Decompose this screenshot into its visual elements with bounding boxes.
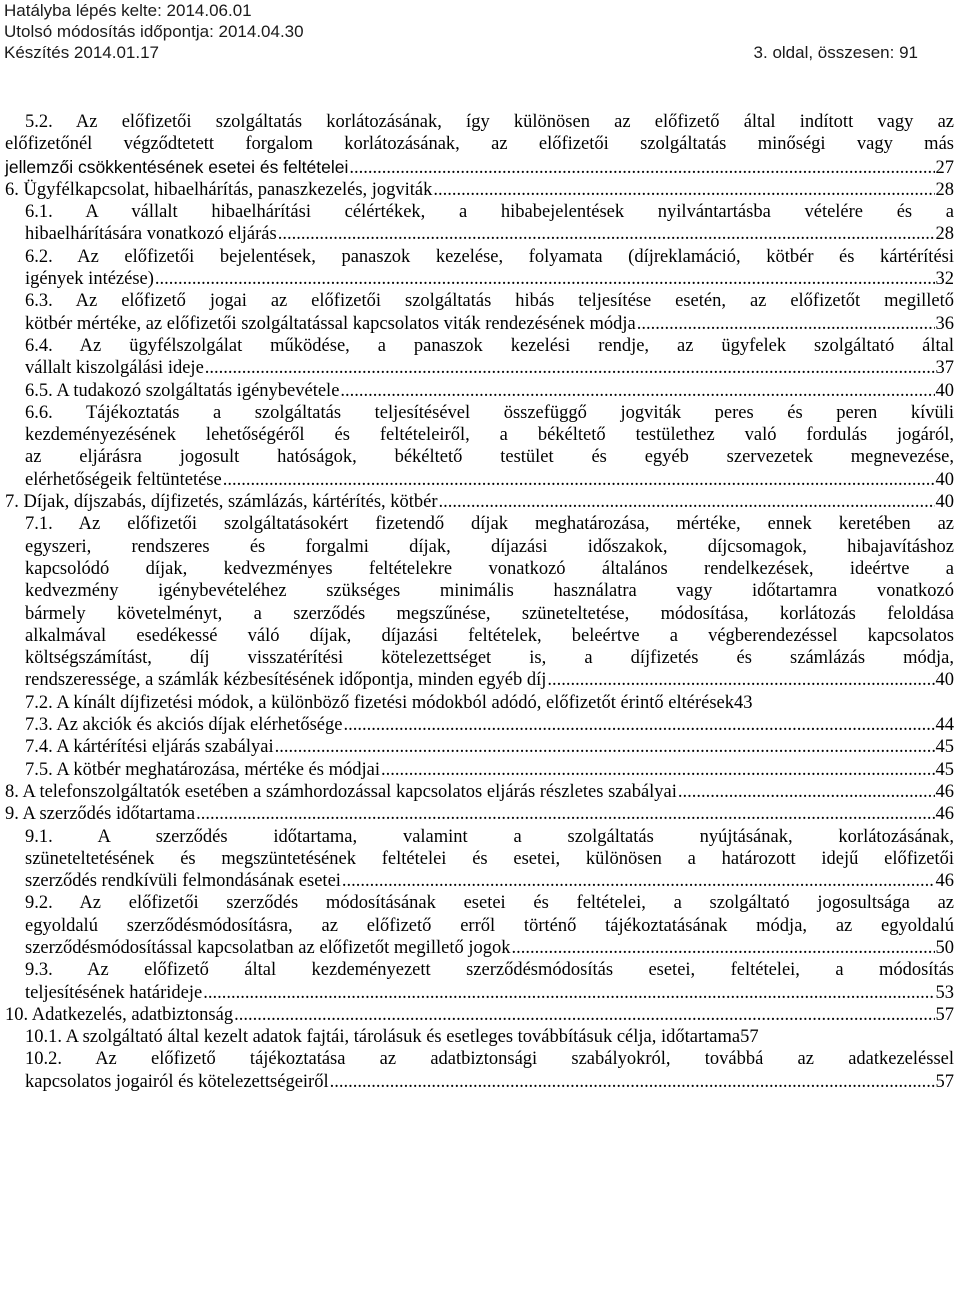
- toc-page-number: 45: [935, 759, 954, 780]
- toc-entry-text: egyoldalú szerződésmódosításra, az előfizető erről történő tájékoztatásának módja, az egyoldalú: [25, 915, 954, 936]
- toc-entry-text: 5.2. Az előfizetői szolgáltatás korlátozásának, így különösen az előfizető által indított vagy az: [25, 112, 954, 132]
- table-of-contents: [0, 111, 954, 1093]
- toc-entry-7-1[interactable]: [0, 513, 954, 691]
- toc-entry-text: szerződés rendkívüli felmondásának esetei: [25, 871, 341, 892]
- toc-leader-dots: [223, 469, 935, 491]
- toc-entry-text: előfizetőnél végződtetett forgalom korlátozásának, az előfizetői szolgáltatás minőségi vagy más: [5, 134, 954, 155]
- toc-entry-text: igények intézése): [25, 269, 154, 290]
- toc-entry-text: 7. Díjak, díjszabás, díjfizetés, számlázás, kártérítés, kötbér: [5, 492, 438, 513]
- page-counter: 3. oldal, összesen: 91: [753, 43, 918, 62]
- toc-entry-text: vállalt kiszolgálási ideje: [25, 358, 204, 379]
- toc-leader-dots: [511, 937, 934, 959]
- toc-leader-dots: [343, 714, 934, 736]
- toc-entry-6-3[interactable]: [0, 290, 954, 335]
- toc-entry-6-6[interactable]: [0, 402, 954, 491]
- toc-page-number: 37: [935, 358, 954, 379]
- toc-page-number: 32: [935, 269, 954, 290]
- toc-leader-dots: [234, 1004, 934, 1026]
- toc-entry-text: 8. A telefonszolgáltatók esetében a számhordozással kapcsolatos eljárás részletes szabályai: [5, 781, 677, 802]
- toc-entry-text: 10.1. A szolgáltató által kezelt adatok fajtái, tárolásuk és esetleges továbbításuk célja, időtartama: [25, 1027, 741, 1048]
- toc-entry-text: alkalmával esedékessé váló díjak, díjazási feltételek, beleértve a végberendezéssel kapcsolatos: [25, 625, 954, 646]
- toc-entry-text: 9.3. Az előfizető által kezdeményezett szerződésmódosítás esetei, feltételei, a módosítás: [25, 960, 954, 981]
- toc-entry-text: 9.1. A szerződés időtartama, valamint a szolgáltatás nyújtásának, korlátozásának,: [25, 826, 954, 847]
- toc-entry-text: 9.2. Az előfizetői szerződés módosításának esetei és feltételei, a szolgáltató jogosultsága az: [25, 893, 954, 914]
- toc-entry-text: egyszeri, rendszeres és forgalmi díjak, díjazási időszakok, díjcsomagok, hibajavításhoz: [25, 536, 954, 557]
- effective-date: Hatályba lépés kelte: 2014.06.01: [4, 1, 252, 20]
- toc-page-number: 44: [935, 715, 954, 736]
- toc-page-number: 46: [935, 781, 954, 802]
- toc-entry-text: 6.2. Az előfizetői bejelentések, panaszok kezelése, folyamata (díjreklamáció, kötbér és kártérítési: [25, 246, 954, 267]
- toc-entry-text: 6.3. Az előfizető jogai az előfizetői szolgáltatás hibás teljesítése esetén, az előfizetőt megillető: [25, 291, 954, 312]
- toc-entry-6[interactable]: [0, 179, 954, 201]
- toc-entry-text: 7.4. A kártérítési eljárás szabályai: [25, 737, 274, 758]
- toc-leader-dots: [196, 803, 934, 825]
- toc-entry-text: 9. A szerződés időtartama: [5, 804, 196, 825]
- toc-leader-dots: [678, 781, 935, 803]
- toc-entry-text: 10.2. Az előfizető tájékoztatása az adatbiztonsági szabályokról, továbbá az adatkezeléssel: [25, 1049, 954, 1070]
- toc-entry-9-1[interactable]: [0, 826, 954, 893]
- toc-entry-text: bármely követelményt, a szerződés megszűnése, szüneteltetése, módosítása, korlátozás feloldása: [25, 603, 954, 624]
- toc-entry-text: hibaelhárítására vonatkozó eljárás: [25, 224, 277, 245]
- toc-entry-5-2[interactable]: [0, 111, 954, 179]
- toc-entry-text: 6.4. Az ügyfélszolgálat működése, a panaszok kezelési rendje, az ügyfelek szolgáltató által: [25, 335, 954, 356]
- toc-leader-dots: [155, 268, 935, 290]
- toc-entry-text: rendszeressége, a számlák kézbesítésének időpontja, minden egyéb díj: [25, 670, 547, 691]
- toc-entry-7[interactable]: [0, 491, 954, 513]
- toc-page-number: 40: [935, 492, 954, 513]
- toc-page-number: 57: [935, 1004, 954, 1025]
- toc-entry-9[interactable]: [0, 803, 954, 825]
- toc-entry-6-4[interactable]: [0, 335, 954, 380]
- toc-entry-6-5[interactable]: [0, 380, 954, 402]
- toc-entry-7-2[interactable]: [0, 692, 954, 714]
- toc-entry-text: 6. Ügyfélkapcsolat, hibaelhárítás, panaszkezelés, jogviták: [5, 179, 433, 200]
- toc-page-number: 50: [935, 937, 954, 958]
- toc-entry-6-1[interactable]: [0, 201, 954, 246]
- toc-entry-text: 7.3. Az akciók és akciós díjak elérhetősége: [25, 715, 343, 736]
- toc-entry-9-2[interactable]: [0, 892, 954, 959]
- toc-entry-text: kapcsolódó díjak, kedvezményes feltételekre vonatkozó általános rendelkezések, ideértve a: [25, 558, 954, 579]
- toc-entry-text: költségszámítást, díj visszatérítési kötelezettséget is, a díjfizetés és számlázás módja,: [25, 648, 954, 669]
- toc-page-number: 45: [935, 737, 954, 758]
- toc-leader-dots: [637, 313, 935, 335]
- toc-leader-dots: [275, 736, 935, 758]
- toc-entry-text: szüneteltetésének és megszüntetésének feltételei és esetei, különösen a határozott idejű előfizetői: [25, 848, 954, 869]
- toc-entry-text: jellemzői csökkentésének esetei és feltételei: [5, 156, 349, 177]
- toc-entry-text: kezdeményezésének lehetőségéről és feltételeiről, a békéltető testülethez való fordulás jogáról,: [25, 425, 954, 446]
- toc-page-number: 40: [935, 469, 954, 490]
- toc-entry-text: szerződésmódosítással kapcsolatban az előfizetőt megillető jogok: [25, 937, 511, 958]
- toc-leader-dots: [349, 157, 934, 179]
- toc-entry-10-2[interactable]: [0, 1048, 954, 1093]
- toc-page-number: 53: [935, 982, 954, 1003]
- toc-entry-text: 6.5. A tudakozó szolgáltatás igénybevétele: [25, 380, 340, 401]
- toc-page-number: 43: [734, 692, 753, 713]
- toc-entry-text: 6.6. Tájékoztatás a szolgáltatás teljesítésével összefüggő jogviták peres és peren kívüli: [25, 402, 954, 423]
- toc-page-number: 57: [935, 1071, 954, 1092]
- toc-leader-dots: [381, 759, 935, 781]
- toc-entry-7-4[interactable]: [0, 736, 954, 758]
- toc-entry-text: teljesítésének határideje: [25, 982, 203, 1003]
- toc-page-number: 46: [935, 804, 954, 825]
- toc-leader-dots: [439, 491, 935, 513]
- toc-entry-8[interactable]: [0, 781, 954, 803]
- toc-entry-text: elérhetőségeik feltüntetése: [25, 469, 222, 490]
- toc-entry-10-1[interactable]: [0, 1026, 954, 1048]
- toc-entry-text: kedvezmény igénybevételéhez szükséges minimális használatra vagy időtartamra vonatkozó: [25, 581, 954, 602]
- toc-page-number: 46: [935, 871, 954, 892]
- toc-page-number: 40: [935, 380, 954, 401]
- toc-leader-dots: [547, 669, 934, 691]
- toc-page-number: 28: [935, 179, 954, 200]
- toc-leader-dots: [203, 982, 934, 1004]
- last-modified-date: Utolsó módosítás időpontja: 2014.04.30: [4, 22, 304, 41]
- page-header: [0, 0, 960, 63]
- toc-entry-text: kötbér mértéke, az előfizetői szolgáltatással kapcsolatos viták rendezésének módja: [25, 313, 636, 334]
- toc-entry-text: 10. Adatkezelés, adatbiztonság: [5, 1004, 234, 1025]
- toc-entry-9-3[interactable]: [0, 959, 954, 1004]
- toc-entry-text: az eljárásra jogosult hatóságok, békéltető testület és egyéb szervezetek megnevezése,: [25, 447, 954, 468]
- toc-entry-text: 7.5. A kötbér meghatározása, mértéke és módjai: [25, 759, 380, 780]
- toc-entry-text: 7.1. Az előfizetői szolgáltatásokért fizetendő díjak meghatározása, mértéke, ennek keretében az: [25, 514, 954, 535]
- toc-entry-text: 7.2. A kínált díjfizetési módok, a különböző fizetési módokból adódó, előfizetőt érintő eltérések: [25, 692, 734, 713]
- toc-entry-text: 6.1. A vállalt hibaelhárítási célértékek, a hibabejelentések nyilvántartásba vételére és a: [25, 202, 954, 223]
- toc-entry-text: kapcsolatos jogairól és kötelezettségeiről: [25, 1071, 329, 1092]
- toc-entry-7-3[interactable]: [0, 714, 954, 736]
- toc-leader-dots: [330, 1071, 935, 1093]
- toc-leader-dots: [205, 357, 935, 379]
- toc-page-number: 36: [935, 313, 954, 334]
- toc-leader-dots: [433, 179, 934, 201]
- toc-page-number: 40: [935, 670, 954, 691]
- toc-entry-10[interactable]: [0, 1004, 954, 1026]
- toc-leader-dots: [278, 223, 935, 245]
- toc-page-number: 57: [740, 1027, 759, 1048]
- toc-page-number: 28: [935, 224, 954, 245]
- toc-entry-7-5[interactable]: [0, 759, 954, 781]
- created-date: Készítés 2014.01.17: [4, 43, 160, 62]
- toc-entry-6-2[interactable]: [0, 246, 954, 291]
- toc-page-number: 27: [935, 157, 954, 178]
- toc-leader-dots: [342, 870, 935, 892]
- toc-leader-dots: [340, 380, 934, 402]
